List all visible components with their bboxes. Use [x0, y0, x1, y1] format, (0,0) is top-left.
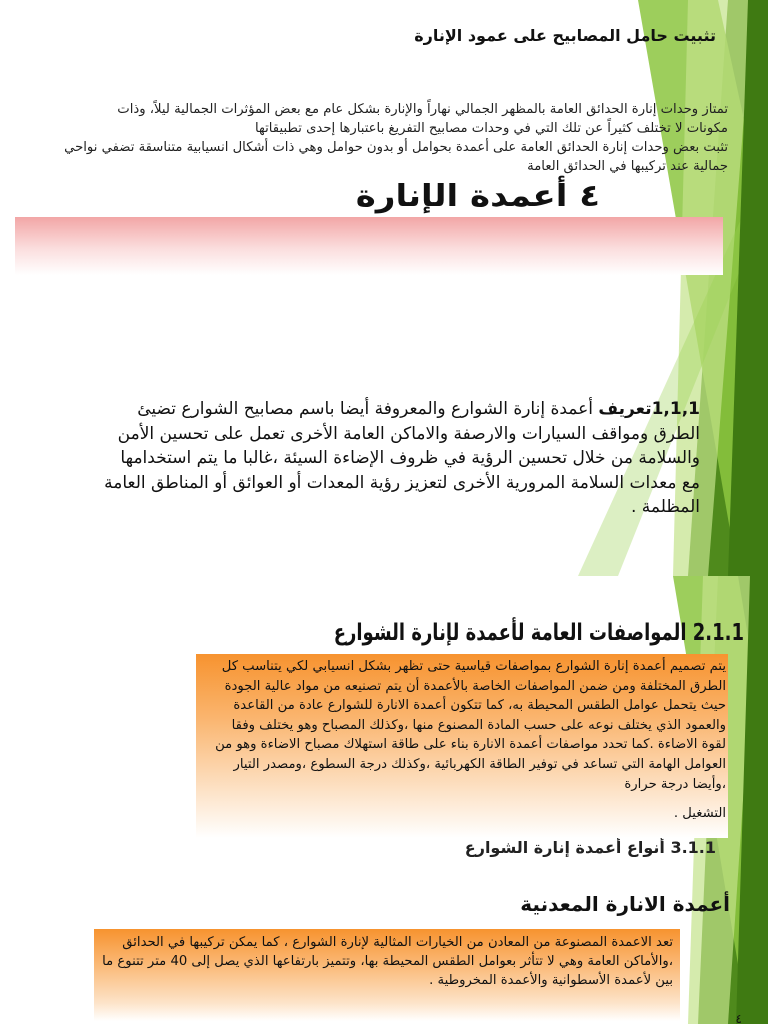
specs-text: يتم تصميم أعمدة إنارة الشوارع بمواصفات قياسية حتى تظهر بشكل انسيابي لكي يتناسب كل الطرق المختلفة ومن ضمن المواصفات الخاصة بالأعمدة أن يتم تصنيعه من مواد عالية الجودة حيث يتحمل عوامل الطقس المحيطة به، كما تتكون أعمدة الانارة للشوارع عادة من القاعدة والعمود الذي يختلف نوعه على حسب المادة المصنوع منها ،وكذلك المصباح وهو يختلف وفقا لقوة الاضاءة .كما تحدد مواصفات أعمدة الانارة بناء على طاقة استهلاك مصباح الاضاءة وهو من العوامل الهامة التي تساعد في توفير الطاقة الكهربائية ،وكذلك درجة السطوع ،ومصدر التيار ،وأيضا درجة حرارة: [215, 659, 726, 792]
section-title: 2.1.1 المواصفات العامة لأعمدة لإنارة الشوارع: [333, 618, 744, 646]
big-heading: ٤ أعمدة الإنارة: [355, 178, 600, 214]
definition-lead: 1,1,1تعريف: [598, 399, 700, 419]
intro-line: تثبت بعض وحدات إنارة الحدائق العامة على أعمدة بحوامل أو بدون حوامل وهي ذات أشكال انسيابية متناسقة تضفي نواحي جمالية عند تركيبها في الحدائق العامة: [64, 140, 728, 174]
pink-banner: [15, 217, 723, 275]
intro-line: تمتاز وحدات إنارة الحدائق العامة بالمظهر الجمالي نهاراً والإنارة بشكل عام مع بعض المؤثرات الجمالية ليلاً، وذات: [117, 102, 728, 117]
definition-paragraph: [100, 397, 700, 520]
slide-2: [0, 576, 768, 1024]
page-number: ٤: [735, 1012, 742, 1024]
metal-poles-heading: أعمدة الانارة المعدنية: [520, 892, 730, 916]
sub-heading: 3.1.1 أنواع أعمدة إنارة الشوارع: [464, 838, 716, 857]
intro-paragraph: [38, 100, 728, 176]
definition-body: أعمدة إنارة الشوارع والمعروفة أيضا باسم مصابيح الشوارع تضيئ الطرق ومواقف السيارات والارصفة والاماكن العامة الأخرى تعمل على تحسين الأمن والسلامة من خلال تحسين الرؤية في ظروف الإضاءة السيئة ،غالبا ما يتم استخدامها مع معدات السلامة المرورية الأخرى لتعزيز رؤية المعدات أو العوائق أو المناطق العامة المظلمة .: [104, 399, 700, 517]
specs-paragraph: [206, 657, 726, 824]
metal-poles-paragraph: تعد الاعمدة المصنوعة من المعادن من الخيارات المثالية لإنارة الشوارع ، كما يمكن تركيبها في الحدائق ،والأماكن العامة وهي لا تتأثر بعوامل الطقس المحيطة بها، وتتميز بارتفاعها الذي يصل إلى 40 متر تتنوع ما بين لأعمدة الأسطوانية والأعمدة المخروطية .: [102, 935, 673, 988]
specs-tail: التشغيل .: [673, 806, 726, 822]
intro-line: مكونات لا تختلف كثيراً عن تلك التي في وحدات مصابيح التفريغ باعتبارها إحدى تطبيقاتها: [255, 121, 728, 136]
slide-title: تثبيت حامل المصابيح على عمود الإنارة: [414, 26, 716, 45]
